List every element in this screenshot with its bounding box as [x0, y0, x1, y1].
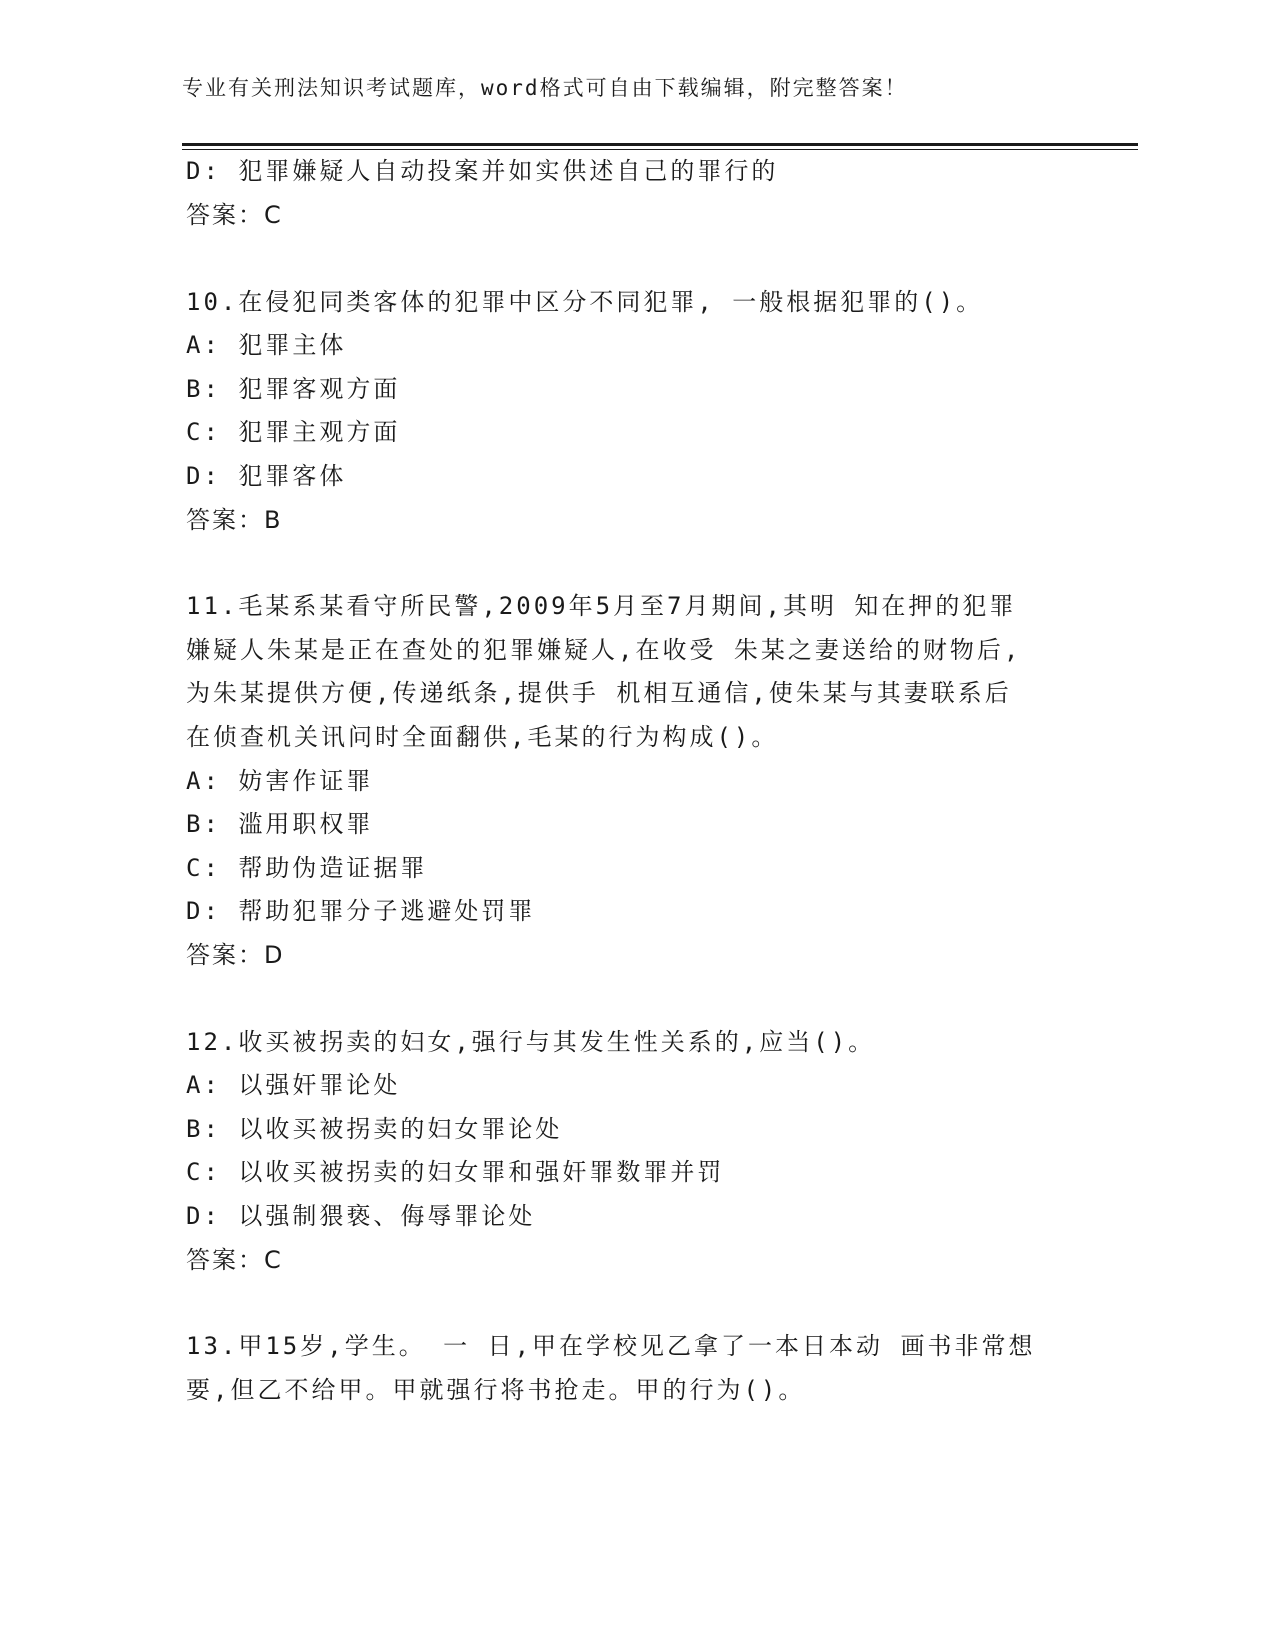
q13-text-line-2: 要,但乙不给甲。甲就强行将书抢走。甲的行为()。	[186, 1376, 806, 1404]
q10-text: 10.在侵犯同类客体的犯罪中区分不同犯罪, 一般根据犯罪的()。	[186, 288, 984, 316]
q11-answer	[186, 939, 282, 971]
q12-option-a: A: 以强奸罪论处	[186, 1071, 401, 1099]
q11-text-line-3: 为朱某提供方便,传递纸条,提供手 机相互通信,使朱某与其妻联系后	[186, 679, 1012, 707]
q10-option-c: C: 犯罪主观方面	[186, 418, 401, 446]
q10-option-b: B: 犯罪客观方面	[186, 375, 401, 403]
q12-text: 12.收买被拐卖的妇女,强行与其发生性关系的,应当()。	[186, 1028, 876, 1056]
answer-label: 答案：	[186, 1246, 264, 1274]
q12-answer	[186, 1244, 281, 1276]
answer-label: 答案：	[186, 941, 264, 969]
q10-answer	[186, 504, 280, 536]
document-header: 专业有关刑法知识考试题库，word格式可自由下载编辑，附完整答案！	[182, 76, 908, 100]
answer-value: B	[264, 506, 281, 534]
prev-answer	[186, 199, 281, 231]
q11-option-a: A: 妨害作证罪	[186, 767, 374, 795]
answer-label: 答案：	[186, 201, 264, 229]
q11-option-d: D: 帮助犯罪分子逃避处罚罪	[186, 897, 536, 925]
prev-option-d: D: 犯罪嫌疑人自动投案并如实供述自己的罪行的	[186, 157, 779, 185]
answer-label: 答案：	[186, 506, 264, 534]
answer-value: C	[264, 201, 281, 229]
q12-option-c: C: 以收买被拐卖的妇女罪和强奸罪数罪并罚	[186, 1158, 725, 1186]
answer-value: D	[264, 941, 283, 969]
q13-text-line-1: 13.甲15岁,学生。 一 日,甲在学校见乙拿了一本日本动 画书非常想	[186, 1332, 1036, 1360]
q11-option-c: C: 帮助伪造证据罪	[186, 854, 428, 882]
header-rule-thick	[182, 143, 1138, 146]
header-rule-thin	[182, 149, 1138, 150]
q10-option-d: D: 犯罪客体	[186, 462, 347, 490]
answer-value: C	[264, 1246, 281, 1274]
q10-option-a: A: 犯罪主体	[186, 331, 347, 359]
q12-option-d: D: 以强制猥亵、侮辱罪论处	[186, 1202, 536, 1230]
q12-option-b: B: 以收买被拐卖的妇女罪论处	[186, 1115, 563, 1143]
q11-text-line-2: 嫌疑人朱某是正在查处的犯罪嫌疑人,在收受 朱某之妻送给的财物后,	[186, 636, 1022, 664]
q11-text-line-4: 在侦查机关讯问时全面翻供,毛某的行为构成()。	[186, 723, 779, 751]
q11-text-line-1: 11.毛某系某看守所民警,2009年5月至7月期间,其明 知在押的犯罪	[186, 592, 1017, 620]
q11-option-b: B: 滥用职权罪	[186, 810, 374, 838]
